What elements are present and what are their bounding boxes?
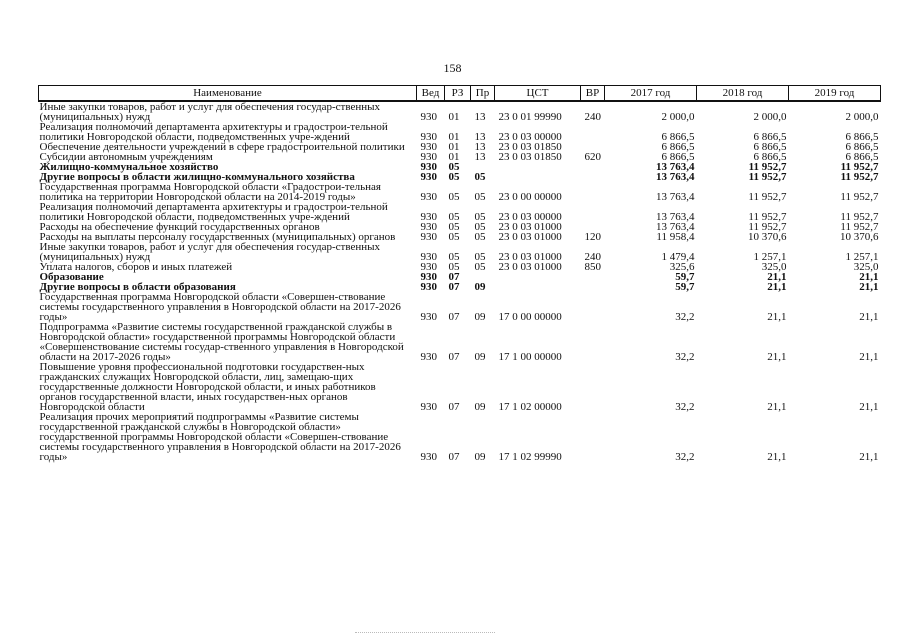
page-number: 158 (443, 61, 462, 75)
row-pr: 13 (474, 151, 486, 163)
row-2017: 32,2 (675, 311, 695, 323)
row-cst: 23 0 03 00000 (498, 211, 562, 223)
row-ved: 930 (420, 211, 437, 223)
row-2019: 11 952,7 (840, 191, 879, 203)
row-2018: 21,1 (767, 271, 787, 283)
header-ved: Вед (417, 86, 445, 102)
row-cst: 23 0 03 01000 (498, 251, 562, 263)
row-cst (495, 172, 581, 182)
table-row (39, 412, 881, 462)
row-2018: 11 952,7 (748, 211, 787, 223)
row-pr: 13 (474, 131, 486, 143)
row-2019: 11 952,7 (840, 211, 879, 223)
row-2017: 2 000,0 (661, 111, 695, 123)
row-rz: 05 (448, 191, 460, 203)
row-ved: 930 (420, 261, 437, 273)
row-name: Другие вопросы в области образования (39, 281, 236, 293)
row-cst: 23 0 03 01850 (498, 141, 562, 153)
row-vr (581, 182, 605, 202)
row-2019: 6 866,5 (845, 141, 879, 153)
row-vr (581, 292, 605, 322)
row-ved: 930 (420, 251, 437, 263)
row-2019: 6 866,5 (845, 151, 879, 163)
budget-table (38, 85, 881, 462)
row-pr: 05 (474, 221, 486, 233)
row-rz: 01 (448, 131, 460, 143)
row-vr (581, 272, 605, 282)
row-ved: 930 (420, 231, 437, 243)
row-vr (581, 172, 605, 182)
row-vr: 850 (584, 261, 601, 273)
row-2019: 10 370,6 (840, 231, 879, 243)
table-header-row (39, 86, 881, 102)
row-name: Иные закупки товаров, работ и услуг для обеспечения государ-ственных (муниципальных) нужд (39, 241, 381, 263)
row-name: Государственная программа Новгородской области «Градострои-тельная политика на территории Новгородской области на 2014-2019 годы» (39, 181, 381, 203)
row-name: Реализация полномочий департамента архитектуры и градострои-тельной политики Новгородской области, подведомственных учре-ждений (39, 201, 388, 223)
row-2017: 59,7 (675, 271, 695, 283)
row-2018: 6 866,5 (753, 131, 787, 143)
row-cst: 17 0 00 00000 (498, 311, 562, 323)
row-name: Субсидии автономным учреждениям (39, 151, 213, 163)
row-2018: 2 000,0 (753, 111, 787, 123)
row-2019: 21,1 (859, 401, 879, 413)
header-name: Наименование (39, 86, 417, 102)
row-name: Реализация полномочий департамента архитектуры и градострои-тельной политики Новгородской области, подведомственных учре-ждений (39, 121, 388, 143)
row-ved: 930 (420, 351, 437, 363)
row-2017: 13 763,4 (656, 191, 695, 203)
row-rz: 07 (448, 281, 460, 293)
row-rz: 05 (448, 161, 460, 173)
row-pr: 13 (474, 141, 486, 153)
row-name: Расходы на обеспечение функций государственных органов (39, 221, 320, 233)
row-cst: 23 0 03 01000 (498, 231, 562, 243)
row-ved: 930 (420, 221, 437, 233)
table-row (39, 242, 881, 262)
row-2019: 325,0 (853, 261, 879, 273)
row-vr (581, 412, 605, 462)
row-ved: 930 (420, 141, 437, 153)
row-2019: 21,1 (859, 281, 879, 293)
row-name: Обеспечение деятельности учреждений в сфере градостроительной политики (39, 141, 405, 153)
row-2017: 32,2 (675, 351, 695, 363)
row-2018: 21,1 (767, 281, 787, 293)
row-ved: 930 (420, 451, 437, 463)
row-rz: 01 (448, 151, 460, 163)
row-cst: 17 1 00 00000 (498, 351, 562, 363)
header-2019: 2019 год (789, 86, 881, 102)
row-vr: 120 (584, 231, 601, 243)
row-rz: 05 (448, 171, 460, 183)
row-ved: 930 (420, 401, 437, 413)
row-name: Иные закупки товаров, работ и услуг для обеспечения государ-ственных (муниципальных) нужд (39, 101, 381, 123)
row-2017: 32,2 (675, 451, 695, 463)
row-rz: 05 (448, 251, 460, 263)
row-name: Повышение уровня профессиональной подготовки государствен-ных гражданских служащих Новгородской области, лиц, замещаю-щих государственные должности Новгородской области, и иных работников органов государственной власти, иных государствен-ных органов Новгородской области (39, 361, 376, 413)
row-pr: 05 (474, 261, 486, 273)
row-rz: 07 (448, 311, 460, 323)
row-rz: 05 (448, 211, 460, 223)
table-row (39, 362, 881, 412)
row-2019: 11 952,7 (840, 171, 879, 183)
row-rz: 05 (448, 261, 460, 273)
row-cst: 23 0 03 00000 (498, 131, 562, 143)
row-cst: 23 0 01 99990 (498, 111, 562, 123)
row-2018: 1 257,1 (753, 251, 787, 263)
row-rz: 05 (448, 221, 460, 233)
row-2017: 32,2 (675, 401, 695, 413)
row-cst (495, 282, 581, 292)
row-2017: 325,6 (669, 261, 695, 273)
row-2017: 13 763,4 (656, 161, 695, 173)
row-vr (581, 322, 605, 362)
row-pr: 05 (474, 211, 486, 223)
row-pr: 09 (474, 451, 486, 463)
row-name: Реализация прочих мероприятий подпрограммы «Развитие системы государственной гражданской службы в Новгородской области» государственной программы Новгородской области «Совершен-ствование системы государственного управления в Новгородской области на 2017-2026 годы» (39, 411, 401, 463)
row-2018: 11 952,7 (748, 191, 787, 203)
row-name: Образование (39, 271, 104, 283)
row-cst: 23 0 03 01000 (498, 221, 562, 233)
table-row (39, 182, 881, 202)
row-2017: 6 866,5 (661, 141, 695, 153)
row-2018: 11 952,7 (748, 171, 787, 183)
row-2018: 10 370,6 (748, 231, 787, 243)
scan-artifact (355, 632, 495, 637)
header-pr: Пр (471, 86, 495, 102)
row-ved: 930 (420, 171, 437, 183)
row-cst: 23 0 03 01000 (498, 261, 562, 273)
row-rz: 07 (448, 451, 460, 463)
row-cst: 17 1 02 99990 (498, 451, 562, 463)
row-vr (581, 362, 605, 412)
row-2017: 1 479,4 (661, 251, 695, 263)
row-2018: 21,1 (767, 401, 787, 413)
row-pr: 09 (474, 401, 486, 413)
row-2017: 13 763,4 (656, 171, 695, 183)
row-vr (581, 282, 605, 292)
row-pr: 09 (474, 281, 486, 293)
row-rz: 07 (448, 271, 460, 283)
row-2019: 11 952,7 (840, 161, 879, 173)
row-ved: 930 (420, 151, 437, 163)
row-cst: 23 0 03 01850 (498, 151, 562, 163)
row-2017: 6 866,5 (661, 131, 695, 143)
row-cst: 17 1 02 00000 (498, 401, 562, 413)
row-pr: 05 (474, 171, 486, 183)
row-2017: 13 763,4 (656, 221, 695, 233)
row-2018: 21,1 (767, 311, 787, 323)
row-pr: 05 (474, 191, 486, 203)
row-vr (581, 122, 605, 142)
row-2017: 13 763,4 (656, 211, 695, 223)
row-cst (495, 272, 581, 282)
row-ved: 930 (420, 311, 437, 323)
row-2019: 1 257,1 (845, 251, 879, 263)
row-2017: 11 958,4 (656, 231, 695, 243)
row-rz: 07 (448, 401, 460, 413)
row-2019: 21,1 (859, 311, 879, 323)
row-ved: 930 (420, 161, 437, 173)
row-rz: 07 (448, 351, 460, 363)
row-name: Расходы на выплаты персоналу государственных (муниципальных) органов (39, 231, 396, 243)
header-vr: ВР (581, 86, 605, 102)
row-name: Другие вопросы в области жилищно-коммунального хозяйства (39, 171, 355, 183)
row-cst (495, 162, 581, 172)
row-vr: 620 (584, 151, 601, 163)
row-2018: 21,1 (767, 451, 787, 463)
row-rz: 05 (448, 231, 460, 243)
row-2017: 6 866,5 (661, 151, 695, 163)
row-ved: 930 (420, 191, 437, 203)
row-ved: 930 (420, 131, 437, 143)
row-2018: 6 866,5 (753, 151, 787, 163)
row-2019: 21,1 (859, 451, 879, 463)
row-pr: 09 (474, 351, 486, 363)
header-2017: 2017 год (605, 86, 697, 102)
row-2019: 11 952,7 (840, 221, 879, 233)
row-vr (581, 202, 605, 222)
row-rz: 01 (448, 141, 460, 153)
table-row (39, 101, 881, 122)
row-name: Государственная программа Новгородской области «Совершен-ствование системы государственного управления в Новгородской области на 2017-2026 годы» (39, 291, 401, 323)
row-cst: 23 0 00 00000 (498, 191, 562, 203)
row-ved: 930 (420, 271, 437, 283)
header-cst: ЦСТ (495, 86, 581, 102)
row-ved: 930 (420, 281, 437, 293)
row-2018: 21,1 (767, 351, 787, 363)
row-2018: 6 866,5 (753, 141, 787, 153)
row-2018: 325,0 (761, 261, 787, 273)
row-pr: 05 (474, 251, 486, 263)
row-pr: 09 (474, 311, 486, 323)
row-pr: 13 (474, 111, 486, 123)
row-vr: 240 (584, 111, 601, 123)
row-2019: 2 000,0 (845, 111, 879, 123)
row-ved: 930 (420, 111, 437, 123)
row-name: Подпрограмма «Развитие системы государственной гражданской службы в Новгородской области» государственной программы Новгородской области «Совершенствование системы государ-ственного управления в Новгородской области на 2017-2026 годы» (39, 321, 404, 363)
table-row (39, 202, 881, 222)
row-rz: 01 (448, 111, 460, 123)
row-name: Уплата налогов, сборов и иных платежей (39, 261, 233, 273)
table-row (39, 122, 881, 142)
row-2018: 11 952,7 (748, 221, 787, 233)
row-2017: 59,7 (675, 281, 695, 293)
table-row (39, 322, 881, 362)
row-2019: 21,1 (859, 351, 879, 363)
header-rz: РЗ (445, 86, 471, 102)
table-body (39, 101, 881, 462)
row-vr: 240 (584, 251, 601, 263)
row-2018: 11 952,7 (748, 161, 787, 173)
row-name: Жилищно-коммунальное хозяйство (39, 161, 219, 173)
table-row (39, 292, 881, 322)
row-2019: 6 866,5 (845, 131, 879, 143)
row-pr: 05 (474, 231, 486, 243)
row-2019: 21,1 (859, 271, 879, 283)
row-vr (581, 162, 605, 172)
header-2018: 2018 год (697, 86, 789, 102)
